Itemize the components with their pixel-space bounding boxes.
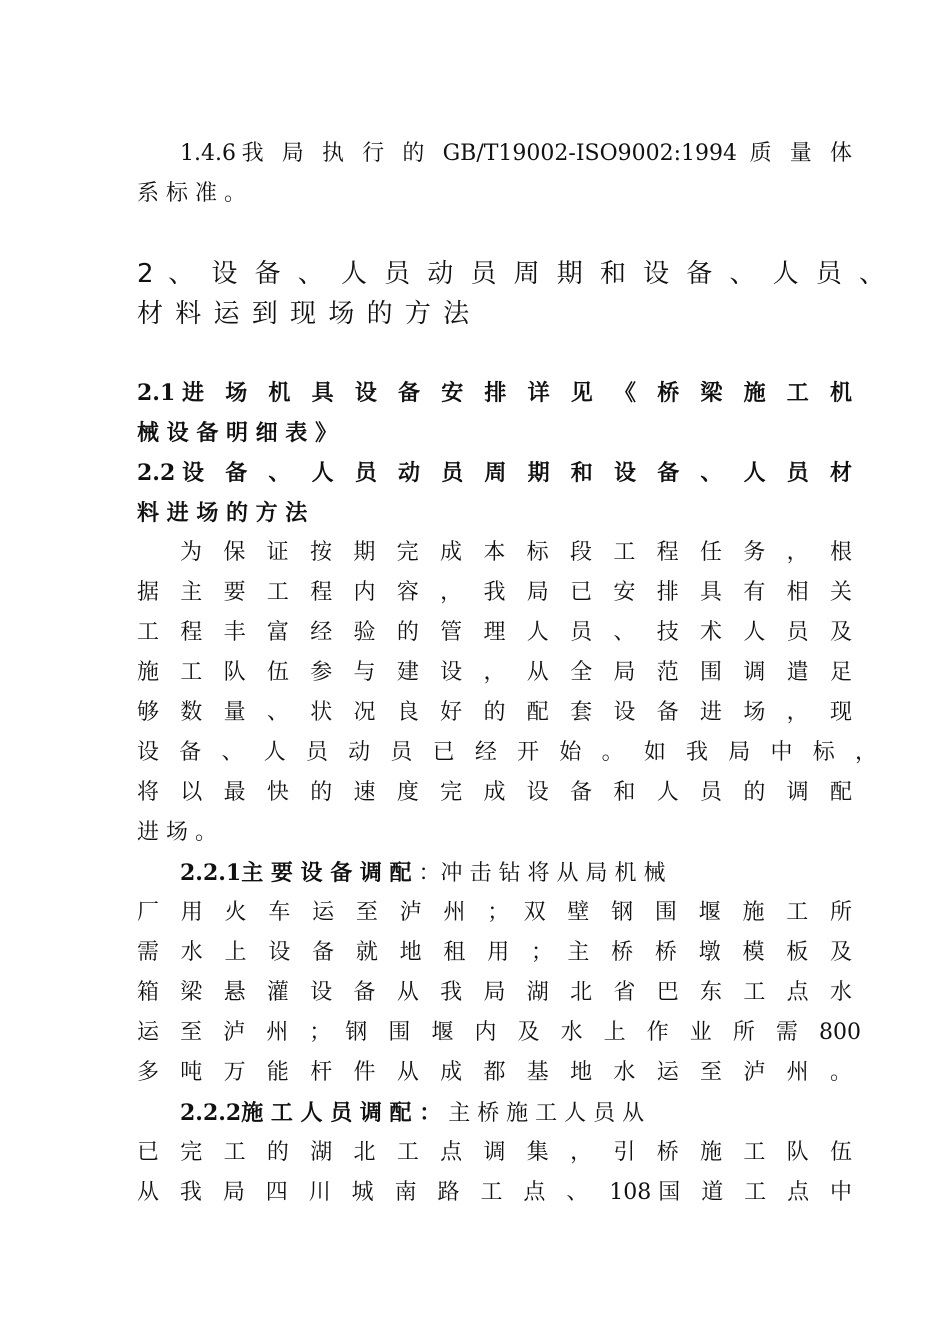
sec146-line-1: 1.4.6我 局 执 行 的 GB/T19002-ISO9002:1994 质 量 体 — [180, 141, 852, 166]
paragraph-line: 厂 用 火 车 运 至 泸 州 ； 双 壁 钢 围 堰 施 工 所 — [137, 900, 852, 925]
paragraph-line: 工 程 丰 富 经 验 的 管 理 人 员 、 技 术 人 员 及 — [137, 620, 852, 645]
sec146-line-2: 系 标 准 。 — [137, 181, 246, 206]
section-2-2-heading-line-1: 2.2设 备 、 人 员 动 员 周 期 和 设 备 、 人 员 材 — [137, 460, 852, 486]
paragraph-line: 将 以 最 快 的 速 度 完 成 设 备 和 人 员 的 调 配 — [137, 780, 852, 805]
section-2-2-heading-line-2: 料 进 场 的 方 法 — [137, 500, 308, 526]
paragraph-line: 已 完 工 的 湖 北 工 点 调 集 ， 引 桥 施 工 队 伍 — [137, 1140, 852, 1165]
sec222-line-1 — [180, 1093, 852, 1133]
paragraph-line: 需 水 上 设 备 就 地 租 用 ； 主 桥 桥 墩 模 板 及 — [137, 940, 852, 965]
sec221-line-1 — [180, 853, 852, 893]
paragraph-line: 据 主 要 工 程 内 容 ， 我 局 已 安 排 具 有 相 关 — [137, 580, 852, 605]
section-2-heading-line-2: 材 料 运 到 现 场 的 方 法 — [137, 299, 472, 329]
sec222-label: 2.2.2施 工 人 员 调 配 ： — [180, 1100, 442, 1126]
paragraph-line: 设 备 、 人 员 动 员 已 经 开 始 。 如 我 局 中 标 ， — [137, 740, 877, 765]
paragraph-line: 够 数 量 、 状 况 良 好 的 配 套 设 备 进 场 ， 现 — [137, 700, 852, 725]
paragraph-line: 从 我 局 四 川 城 南 路 工 点 、 108国 道 工 点 中 — [137, 1180, 852, 1205]
paragraph-line: 箱 梁 悬 灌 设 备 从 我 局 湖 北 省 巴 东 工 点 水 — [137, 980, 852, 1005]
paragraph-line: 运 至 泸 州 ； 钢 围 堰 内 及 水 上 作 业 所 需 800 — [137, 1020, 861, 1045]
section-2-heading-line-1: 2 、 设 备 、 人 员 动 员 周 期 和 设 备 、 人 员 、 — [137, 259, 887, 289]
sec222-text: 主 桥 施 工 人 员 从 — [441, 1101, 645, 1126]
section-2-1-heading-line-1: 2.1进 场 机 具 设 备 安 排 详 见 《 桥 梁 施 工 机 — [137, 380, 852, 406]
paragraph-line: 施 工 队 伍 参 与 建 设 ， 从 全 局 范 围 调 遣 足 — [137, 660, 852, 685]
paragraph-line: 多 吨 万 能 杆 件 从 成 都 基 地 水 运 至 泸 州 。 — [137, 1060, 852, 1085]
paragraph-line: 进 场 。 — [137, 820, 217, 845]
sec221-text: ：冲 击 钻 将 从 局 机 械 — [411, 861, 666, 886]
section-2-1-heading-line-2: 械 设 备 明 细 表 》 — [137, 420, 337, 446]
sec221-label: 2.2.1主 要 设 备 调 配 — [180, 860, 412, 886]
paragraph-line: 为 保 证 按 期 完 成 本 标 段 工 程 任 务 ， 根 — [180, 540, 852, 565]
